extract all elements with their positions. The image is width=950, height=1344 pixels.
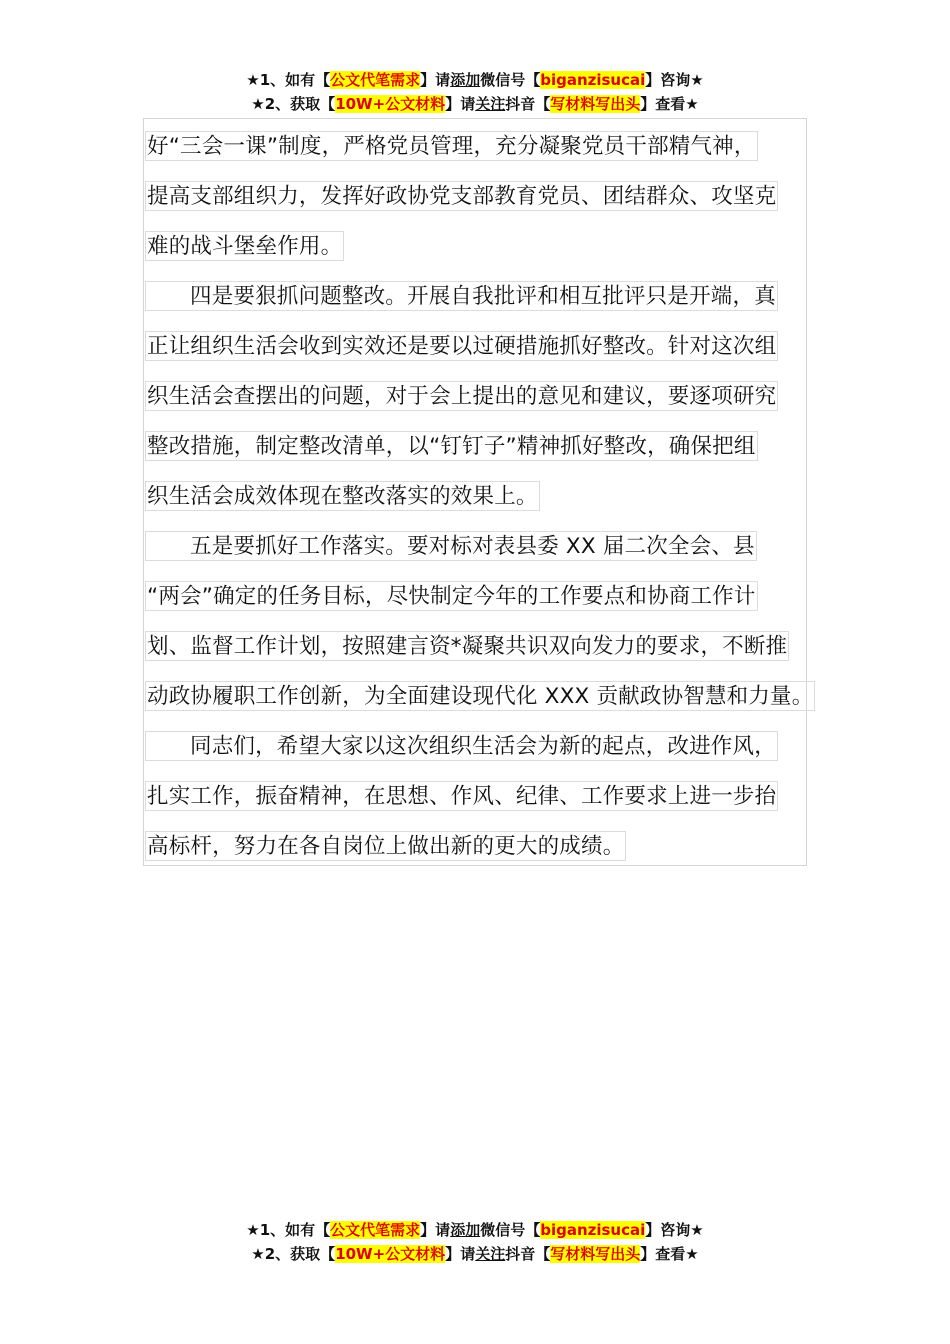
banner-text: 微信号【 — [480, 71, 541, 89]
banner-text: ★2、获取【 — [251, 95, 336, 113]
text-line: 四是要狠抓问题整改。开展自我批评和相互批评只是开端，真 — [145, 281, 778, 311]
banner-line-2 — [0, 1242, 950, 1266]
banner-underline: 添加 — [450, 1221, 481, 1239]
banner-text: 】咨询★ — [645, 71, 704, 89]
text-line: 难的战斗堡垒作用。 — [145, 231, 344, 261]
text-line: 扎实工作，振奋精神，在思想、作风、纪律、工作要求上进一步抬 — [145, 781, 778, 811]
text-line: 高标杆，努力在各自岗位上做出新的更大的成绩。 — [145, 831, 626, 861]
banner-underline: 添加 — [450, 71, 481, 89]
banner-text: ★1、如有【 — [246, 1221, 331, 1239]
banner-highlight: 写材料写出头 — [550, 1245, 641, 1263]
text-line: 划、监督工作计划，按照建言资*凝聚共识双向发力的要求，不断推 — [145, 631, 789, 661]
text-line: 动政协履职工作创新，为全面建设现代化 XXX 贡献政协智慧和力量。 — [145, 681, 815, 711]
banner-line-2 — [0, 92, 950, 116]
text-line: 五是要抓好工作落实。要对标对表县委 XX 届二次全会、县 — [145, 531, 757, 561]
banner-highlight: 10W+公文材料 — [335, 1245, 446, 1263]
text-line: 好“三会一课”制度，严格党员管理，充分凝聚党员干部精气神， — [145, 131, 758, 161]
text-line: 织生活会查摆出的问题，对于会上提出的意见和建议，要逐项研究 — [145, 381, 778, 411]
banner-underline: 关注 — [475, 95, 506, 113]
text-line: 提高支部组织力，发挥好政协党支部教育党员、团结群众、攻坚克 — [145, 181, 778, 211]
banner-text: 】查看★ — [640, 1245, 699, 1263]
footer-banner — [0, 1218, 950, 1266]
banner-highlight: 公文代笔需求 — [330, 71, 421, 89]
banner-line-1 — [0, 1218, 950, 1242]
banner-text: 抖音【 — [505, 95, 551, 113]
banner-highlight: biganzisucai — [540, 1221, 646, 1239]
banner-text: 抖音【 — [505, 1245, 551, 1263]
banner-text: 】请 — [445, 95, 476, 113]
header-banner — [0, 68, 950, 116]
banner-text: 微信号【 — [480, 1221, 541, 1239]
banner-text: 】请 — [445, 1245, 476, 1263]
text-line: 正让组织生活会收到实效还是要以过硬措施抓好整改。针对这次组 — [145, 331, 778, 361]
text-line: 整改措施，制定整改清单，以“钉钉子”精神抓好整改，确保把组 — [145, 431, 758, 461]
banner-highlight: 写材料写出头 — [550, 95, 641, 113]
text-line: 织生活会成效体现在整改落实的效果上。 — [145, 481, 540, 511]
banner-text: 】请 — [420, 1221, 451, 1239]
text-line: “两会”确定的任务目标，尽快制定今年的工作要点和协商工作计 — [145, 581, 758, 611]
banner-highlight: 公文代笔需求 — [330, 1221, 421, 1239]
banner-text: ★1、如有【 — [246, 71, 331, 89]
text-line: 同志们，希望大家以这次组织生活会为新的起点，改进作风， — [145, 731, 778, 761]
banner-text: ★2、获取【 — [251, 1245, 336, 1263]
banner-underline: 关注 — [475, 1245, 506, 1263]
banner-highlight: biganzisucai — [540, 71, 646, 89]
banner-line-1 — [0, 68, 950, 92]
banner-text: 】请 — [420, 71, 451, 89]
banner-text: 】咨询★ — [645, 1221, 704, 1239]
banner-highlight: 10W+公文材料 — [335, 95, 446, 113]
banner-text: 】查看★ — [640, 95, 699, 113]
